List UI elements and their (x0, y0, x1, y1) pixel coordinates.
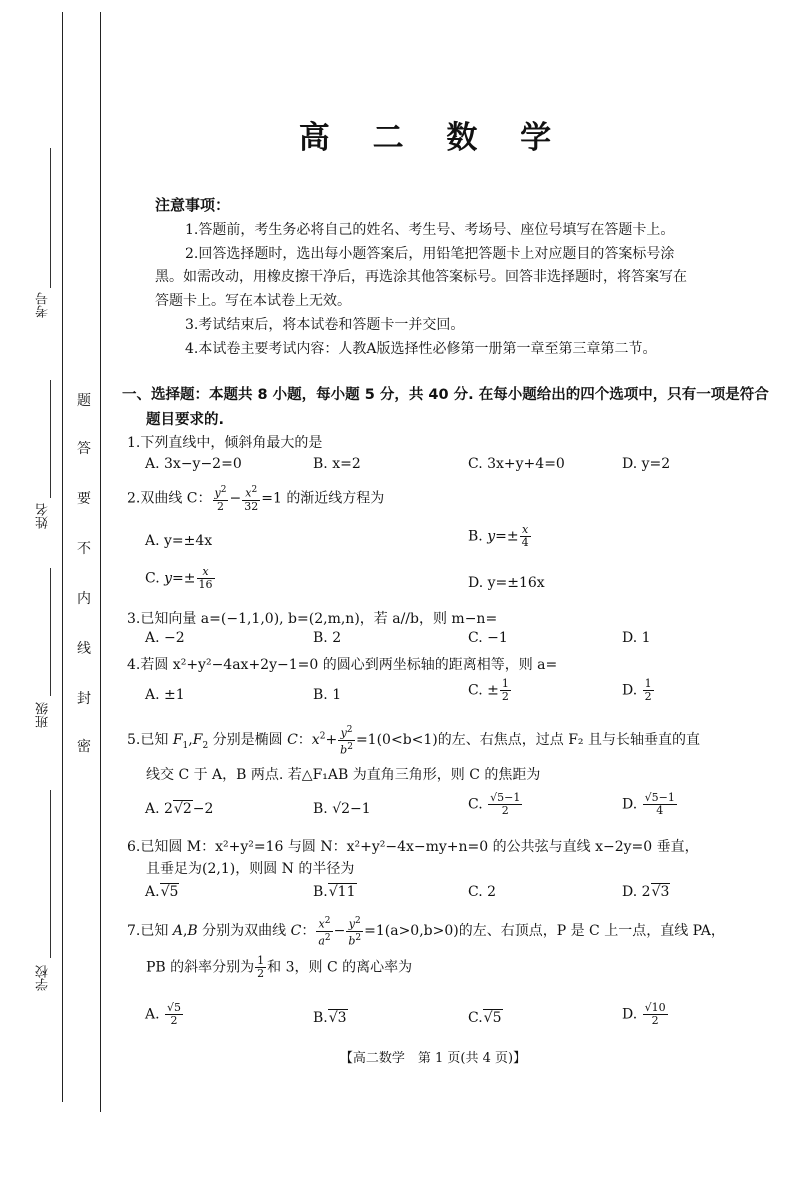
q7-option-a: A. $\frac{√5}{2}$ (145, 1001, 182, 1027)
seal-char: 要 (77, 491, 91, 507)
q4-option-c: C. ± $\frac{1}{2}$ (468, 677, 509, 703)
section-heading: 一、选择题：本题共 8 小题，每小题 5 分，共 40 分. 在每小题给出的四个选项中，只有一项是符合 (122, 387, 769, 403)
notice-heading: 注意事项： (155, 196, 231, 214)
question-5-line2: 线交 C 于 A，B 两点. 若△F₁AB 为直角三角形，则 C 的焦距为 (146, 767, 541, 783)
seal-char: 封 (77, 691, 91, 707)
question-2-stem: 2.双曲线 C： $\frac{y^2}{2}$ − $\frac{x^2}{32}$ =1 的渐近线方程为 (127, 485, 385, 513)
page-title: 高 二 数 学 (298, 120, 568, 156)
q1-option-d: D. y=2 (622, 456, 671, 472)
notice-item: 4.本试卷主要考试内容：人教A版选择性必修第一册第一章至第三章第二节。 (185, 341, 657, 357)
question-7-stem: 7.已知 A,B 分别为双曲线 C： $\frac{x^2}{a^2}$ − $\frac{y^2}{b^2}$ =1(a>0,b>0)的左、右顶点，P 是 C 上一点，直线 PA， (127, 916, 725, 948)
q3-option-c: C. −1 (468, 630, 508, 646)
q7-option-c: C.√5 (468, 1010, 502, 1026)
q3-option-d: D. 1 (622, 630, 651, 646)
question-3-stem: 3.已知向量 a=(−1,1,0), b=(2,m,n)，若 a//b，则 m−n= (127, 611, 498, 627)
q7-option-b: B.√3 (313, 1010, 347, 1026)
page-footer: 【高二数学 第 1 页(共 4 页)】 (339, 1051, 527, 1066)
notice-item: 1.答题前，考生务必将自己的姓名、考生号、考场号、座位号填写在答题卡上。 (185, 222, 675, 238)
question-7-line2: PB 的斜率分别为 $\frac{1}{2}$ 和 3，则 C 的离心率为 (146, 954, 413, 980)
field-line-school (50, 790, 51, 958)
q7-line2-post: 和 3，则 C 的离心率为 (267, 959, 413, 976)
field-label-kaohao: 考号 (36, 292, 51, 318)
q7-line2-pre: PB 的斜率分别为 (146, 959, 255, 976)
question-5-stem: 5.已知 $F_1,F_2$ 分别是椭圆 C：$x^2+$ $\frac{y^2}{b^2}$ =1(0<b<1)的左、右焦点，过点 F₂ 且与长轴垂直的直 (127, 725, 700, 757)
q7-option-d: D. $\frac{√10}{2}$ (622, 1001, 666, 1027)
field-label-school: 学校 (36, 965, 51, 991)
q5-option-c: C. $\frac{√5-1}{2}$ (468, 791, 521, 817)
q5-option-b: B. √2−1 (313, 801, 371, 817)
question-4-stem: 4.若圆 x²+y²−4ax+2y−1=0 的圆心到两坐标轴的距离相等，则 a= (127, 657, 558, 673)
q1-option-a: A. 3x−y−2=0 (145, 456, 242, 472)
seal-char: 密 (77, 739, 91, 755)
question-1-stem: 1.下列直线中，倾斜角最大的是 (127, 435, 323, 451)
field-line-class (50, 568, 51, 696)
q1-option-b: B. x=2 (313, 456, 361, 472)
q2-fraction-x: $\frac{x^2}{32}$ (244, 485, 259, 513)
q3-option-a: A. −2 (145, 630, 185, 646)
q3-option-b: B. 2 (313, 630, 342, 646)
q2-stem-pre: 2.双曲线 C： (127, 490, 212, 507)
field-line-name (50, 380, 51, 498)
q2-option-b: B. y=± $\frac{x}{4}$ (468, 523, 529, 549)
seal-char: 内 (77, 591, 91, 607)
q2-fraction-y: $\frac{y^2}{2}$ (214, 485, 227, 513)
q5-option-a: A. 2√2−2 (145, 801, 214, 817)
seal-char: 线 (77, 641, 91, 657)
seal-char: 不 (77, 541, 91, 557)
q6-option-a: A.√5 (145, 884, 179, 900)
notice-item: 黑。如需改动，用橡皮擦干净后，再选涂其他答案标号。回答非选择题时，将答案写在 (155, 269, 687, 285)
q7-stem-post: =1(a>0,b>0)的左、右顶点，P 是 C 上一点，直线 PA， (364, 923, 725, 940)
notice-item: 3.考试结束后，将本试卷和答题卡一并交回。 (185, 317, 465, 333)
q5-option-d: D. $\frac{√5-1}{4}$ (622, 791, 675, 817)
field-label-class: 班级 (36, 702, 51, 728)
q4-option-b: B. 1 (313, 687, 342, 703)
q2-stem-post: 的渐近线方程为 (286, 490, 385, 507)
binding-line-outer (62, 12, 63, 1102)
seal-char: 题 (77, 393, 91, 409)
field-line-kaohao (50, 148, 51, 288)
q4-option-d: D. $\frac{1}{2}$ (622, 677, 652, 703)
question-6-line2: 且垂足为(2,1)，则圆 N 的半径为 (146, 861, 355, 877)
q6-option-d: D. 2√3 (622, 884, 670, 900)
q2-option-c: C. y=± $\frac{x}{16}$ (145, 565, 213, 591)
q5-stem-post: =1(0<b<1)的左、右焦点，过点 F₂ 且与长轴垂直的直 (355, 732, 700, 749)
field-label-name: 姓名 (36, 503, 51, 529)
q4-option-a: A. ±1 (145, 687, 185, 703)
q2-option-a: A. y=±4x (145, 533, 213, 549)
section-heading-cont: 题目要求的. (146, 412, 225, 428)
q1-option-c: C. 3x+y+4=0 (468, 456, 565, 472)
binding-line-inner (100, 12, 101, 1112)
q6-option-b: B.√11 (313, 884, 356, 900)
q6-option-c: C. 2 (468, 884, 497, 900)
q2-option-d: D. y=±16x (468, 575, 545, 591)
notice-item: 2.回答选择题时，选出每小题答案后，用铅笔把答题卡上对应题目的答案标号涂 (185, 246, 675, 262)
question-6-stem: 6.已知圆 M：x²+y²=16 与圆 N：x²+y²−4x−my+n=0 的公共弦与直线 x−2y=0 垂直， (127, 839, 699, 855)
notice-item: 答题卡上。写在本试卷上无效。 (155, 293, 351, 309)
seal-char: 答 (77, 441, 91, 457)
